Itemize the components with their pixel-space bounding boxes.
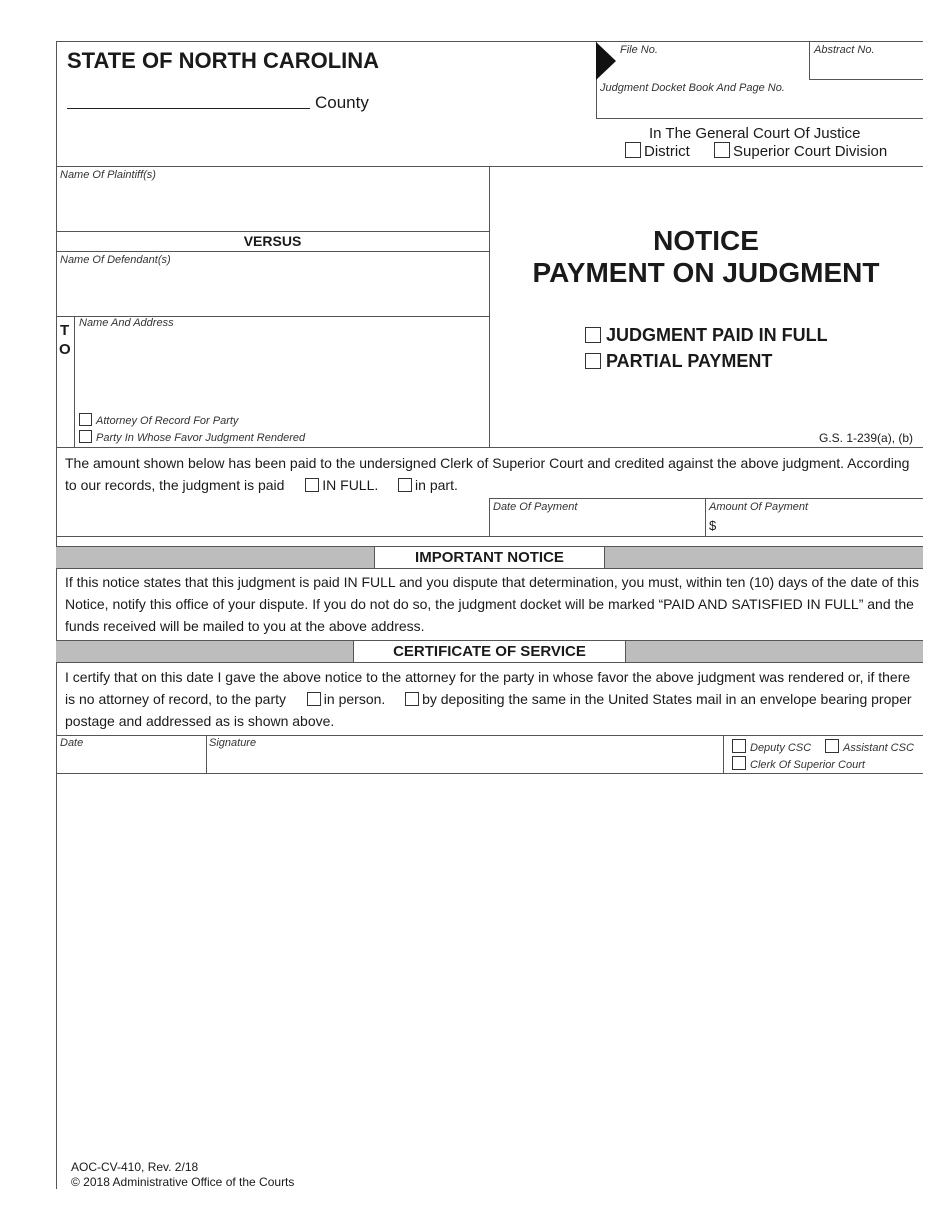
left-border (56, 41, 57, 1189)
amount-of-payment-field[interactable] (720, 514, 923, 535)
partial-label: PARTIAL PAYMENT (606, 351, 773, 371)
paid-prefix: to our records, the judgment is paid (65, 477, 285, 493)
certificate-line2 (65, 688, 912, 710)
file-no-field[interactable] (596, 42, 809, 79)
county-label: County (315, 93, 369, 112)
to-letter-t: T (60, 322, 70, 339)
certificate-line3: postage and addressed as is shown above. (65, 713, 335, 729)
notice-title: NOTICE (653, 225, 759, 256)
district-option[interactable] (625, 142, 690, 160)
district-label: District (644, 143, 690, 160)
district-checkbox[interactable] (625, 142, 641, 158)
cert-date-label: Date (60, 737, 84, 749)
paid-full-label: JUDGMENT PAID IN FULL (606, 325, 828, 345)
plaintiff-field[interactable] (60, 184, 485, 230)
in-full-checkbox[interactable] (305, 478, 319, 492)
parties-bottom (56, 447, 923, 448)
in-person-option[interactable] (307, 691, 385, 707)
signature-row-top (56, 735, 923, 736)
in-full-label: IN FULL. (322, 477, 379, 493)
party-option[interactable] (79, 430, 305, 444)
top-border (56, 41, 596, 42)
attorney-checkbox[interactable] (79, 413, 92, 426)
copyright: © 2018 Administrative Office of the Courts (71, 1175, 295, 1189)
form-number: AOC-CV-410, Rev. 2/18 (71, 1160, 199, 1174)
amount-of-payment-label: Amount Of Payment (709, 501, 809, 513)
payment-statement-line2 (65, 474, 458, 496)
abstract-no-label: Abstract No. (814, 44, 875, 56)
plaintiff-label: Name Of Plaintiff(s) (60, 169, 156, 181)
attorney-option[interactable] (79, 413, 238, 427)
important-heading: IMPORTANT NOTICE (374, 546, 605, 569)
assistant-option[interactable] (825, 739, 914, 754)
date-of-payment-field[interactable] (490, 514, 704, 535)
currency-symbol: $ (709, 518, 717, 533)
deputy-checkbox[interactable] (732, 739, 746, 753)
in-part-label: in part. (415, 477, 458, 493)
abstract-bottom (809, 79, 923, 80)
by-mail-label: by depositing the same in the United States mail in an envelope bearing proper (422, 691, 912, 707)
by-mail-option[interactable] (405, 691, 912, 707)
parties-divider (489, 166, 490, 447)
signature-field[interactable] (207, 752, 722, 772)
important-line1: If this notice states that this judgment is paid IN FULL and you dispute that determination, you must, within ten (10) days of the date of this (65, 574, 919, 590)
superior-option[interactable] (714, 142, 887, 160)
in-full-option[interactable] (305, 477, 378, 493)
in-part-option[interactable] (398, 477, 458, 493)
certificate-line1: I certify that on this date I gave the above notice to the attorney for the party in whose favor the above judgment was rendered or, if there (65, 669, 911, 685)
cert-date-field[interactable] (57, 752, 205, 772)
payment-statement-line1: The amount shown below has been paid to the undersigned Clerk of Superior Court and credited against the above judgment. According (65, 455, 910, 471)
important-line3: funds received will be mailed to you at the above address. (65, 618, 425, 634)
partial-option[interactable] (585, 351, 772, 372)
superior-checkbox[interactable] (714, 142, 730, 158)
file-no-label: File No. (620, 44, 658, 56)
deputy-option[interactable] (732, 739, 811, 754)
payment-section-bottom (56, 536, 923, 537)
docket-label: Judgment Docket Book And Page No. (600, 82, 785, 94)
paid-full-checkbox[interactable] (585, 327, 601, 343)
abstract-no-field[interactable] (810, 42, 923, 79)
to-letter-o: O (59, 341, 71, 358)
signature-label: Signature (209, 737, 257, 749)
to-divider (74, 316, 75, 447)
attorney-option-label: Attorney Of Record For Party (96, 415, 239, 427)
court-title: In The General Court Of Justice (649, 125, 861, 142)
in-person-checkbox[interactable] (307, 692, 321, 706)
superior-label: Superior Court Division (733, 143, 888, 160)
assistant-label: Assistant CSC (843, 742, 914, 754)
signature-row-bottom (56, 773, 923, 774)
party-option-label: Party In Whose Favor Judgment Rendered (96, 432, 306, 444)
in-part-checkbox[interactable] (398, 478, 412, 492)
clerk-option[interactable] (732, 756, 865, 771)
deputy-label: Deputy CSC (750, 742, 812, 754)
assistant-checkbox[interactable] (825, 739, 839, 753)
by-mail-checkbox[interactable] (405, 692, 419, 706)
clerk-checkbox[interactable] (732, 756, 746, 770)
party-checkbox[interactable] (79, 430, 92, 443)
versus-top (56, 231, 489, 232)
defendant-label: Name Of Defendant(s) (60, 254, 171, 266)
payment-fields-divider (705, 498, 706, 536)
certificate-heading: CERTIFICATE OF SERVICE (353, 640, 626, 663)
signature-divider (723, 735, 724, 773)
statute-citation: G.S. 1-239(a), (b) (819, 431, 914, 445)
payment-title: PAYMENT ON JUDGMENT (532, 257, 880, 288)
defendant-field[interactable] (60, 268, 485, 314)
state-heading: STATE OF NORTH CAROLINA (67, 48, 380, 73)
certificate-line2-start: is no attorney of record, to the party (65, 691, 287, 707)
paid-full-option[interactable] (585, 325, 828, 346)
county-blank[interactable] (67, 108, 310, 109)
docket-field[interactable] (597, 96, 923, 117)
clerk-label: Clerk Of Superior Court (750, 759, 865, 771)
partial-checkbox[interactable] (585, 353, 601, 369)
in-person-label: in person. (323, 691, 386, 707)
payment-fields-top (489, 498, 923, 499)
name-address-label: Name And Address (79, 317, 174, 329)
versus-bottom (56, 251, 489, 252)
name-address-field[interactable] (79, 332, 484, 408)
docket-bottom (596, 118, 923, 119)
important-line2: Notice, notify this office of your dispute. If you do not do so, the judgment docket will be marked “PAID AND SATISFIED IN FULL” and the (65, 596, 914, 612)
date-of-payment-label: Date Of Payment (493, 501, 578, 513)
versus-label: VERSUS (243, 233, 302, 249)
